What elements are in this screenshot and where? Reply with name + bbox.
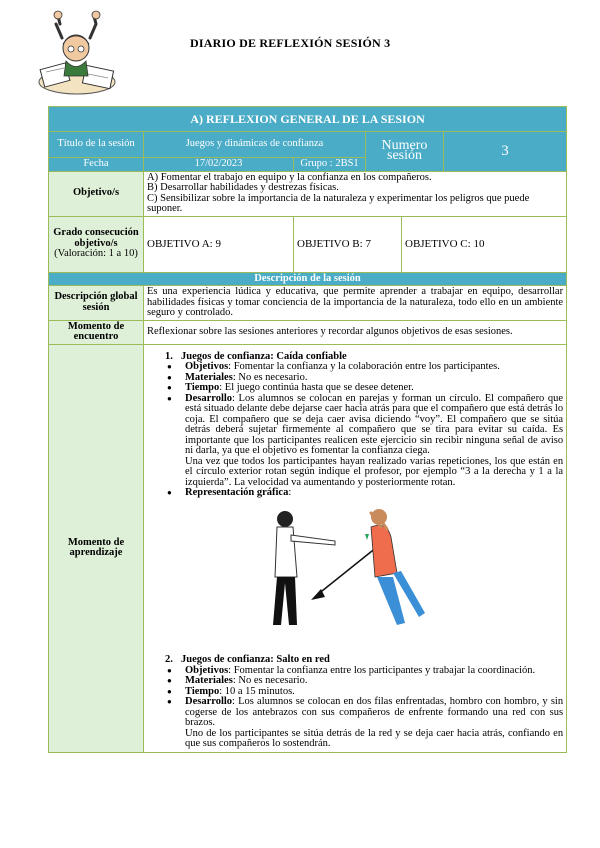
aprendizaje-label: Momento de aprendizaje bbox=[49, 344, 144, 752]
activity-1-objetivos: ● Objetivos: Fomentar la confianza y la colaboración entre los participantes. bbox=[167, 362, 563, 373]
encuentro-text: Reflexionar sobre las sesiones anteriores y recordar algunos objetivos de esas sesiones. bbox=[144, 320, 567, 344]
reading-cartoon-logo bbox=[36, 6, 118, 98]
activity-1-desarrollo: ● Desarrollo: Los alumnos se colocan en parejas y forman un círculo. El compañero que está situado delante debe dejarse caer hacia atrás para que el compañero que está detrás lo coja. El compañero que se deja caer avisa diciendo “voy”. El compañero que se sitúa detrás deberá sujetar firmemente al compañero que se tira para evitar su caída. Es importante que los participantes realicen este ejercicio sin recibir ninguna señal de aviso ni darla, ya que el objetivo es fomentar la confianza ciega. bbox=[167, 394, 563, 457]
fecha-label: Fecha bbox=[49, 158, 144, 172]
page-title: DIARIO DE REFLEXIÓN SESIÓN 3 bbox=[190, 36, 391, 50]
numero-sesion-label: Numero sesión bbox=[366, 132, 444, 172]
activity-1-extra: Una vez que todos los participantes hayan realizado varias repeticiones, los que están en el círculo exterior rotan según indique el profesor, por ejemplo “3 a la derecha y 1 a la izquierda”. La velocidad va aumentando y posteriormente rotan. bbox=[185, 455, 564, 488]
activity-2: 2. Juegos de confianza: Salto en red ● Objetivos: Fomentar la confianza entre los participantes y trabajar la coordinación. ● Materiales: No es necesario. ● Tiempo: 10 a 15 minutos. ● Desarrollo: Los alumnos se colocan en dos filas enfrentadas, hombro con hombro, y sin cogerse de los antebrazos con sus compañeros de enfrente formando una red con sus brazos. Uno de los participantes se sitúa detrás de la red y se deja caer hacia atrás, confiando en que sus compañeros lo sostendrán. bbox=[147, 655, 563, 750]
reflection-table bbox=[48, 106, 567, 753]
objetivo-c: C) Sensibilizar sobre la importancia de la naturaleza y experimentar los peligros que puede suponer. bbox=[147, 192, 530, 214]
grado-label bbox=[49, 216, 144, 272]
activity-1-title: Juegos de confianza: Caída confiable bbox=[181, 350, 347, 362]
activity-2-objetivos: ● Objetivos: Fomentar la confianza entre los participantes y trabajar la coordinación. bbox=[167, 666, 563, 677]
objetivo-b: B) Desarrollar habilidades y destrezas físicas. bbox=[147, 182, 339, 193]
activity-1-tiempo: ● Tiempo: El juego continúa hasta que se desee detener. bbox=[167, 383, 563, 394]
activity-1: 1. Juegos de confianza: Caída confiable ● Objetivos: Fomentar la confianza y la colaboración entre los participantes. ● Materiales: No es necesario. ● Tiempo: El juego continúa hasta que se desee detener. ● Desarrollo: Los alumnos se colocan en parejas y forman un círculo. El compañero que está situado delante debe dejarse caer hacia atrás para que el compañero que está detrás lo coja. El compañero que se deja caer avisa diciendo “voy”. El compañero que se sitúa detrás deberá sujetar firmemente al compañero que se tira para evitar su caída. Es importante que los participantes realicen este ejercicio sin recibir ninguna señal de aviso ni darla, ya que el objetivo es fomentar la confianza ciega. Una vez que todos los participantes hayan realizado varias repeticiones, los que están en el círculo exterior rotan según indique el profesor, por ejemplo “3 a la derecha y 1 a la izquierda”. La velocidad va aumentando y posteriormente rotan. ● Representación gráfica: bbox=[147, 352, 563, 636]
titulo-value: Juegos y dinámicas de confianza bbox=[144, 132, 366, 158]
objetivos-label: Objetivo/s bbox=[49, 171, 144, 216]
descripcion-global-label: Descripción global sesión bbox=[49, 286, 144, 321]
activity-2-materiales: ● Materiales: No es necesario. bbox=[167, 676, 563, 687]
numero-sesion-value: 3 bbox=[444, 132, 567, 172]
objetivo-b-score: OBJETIVO B: 7 bbox=[294, 216, 402, 272]
activity-2-tiempo: ● Tiempo: 10 a 15 minutos. bbox=[167, 687, 563, 698]
section-a-header: A) REFLEXION GENERAL DE LA SESION bbox=[49, 107, 567, 132]
activity-2-extra: Uno de los participantes se sitúa detrás de la red y se deja caer hacia atrás, confiando en que sus compañeros lo sostendrán. bbox=[185, 727, 564, 749]
activity-1-representacion: ● Representación gráfica: bbox=[167, 488, 563, 499]
activity-2-desarrollo: ● Desarrollo: Los alumnos se colocan en dos filas enfrentadas, hombro con hombro, y sin cogerse de los antebrazos con sus compañeros de enfrente formando una red con sus brazos. bbox=[167, 697, 563, 729]
descripcion-global-text: Es una experiencia lúdica y educativa, que permite aprender a trabajar en equipo, desarrollar habilidades físicas y tomar conciencia de la importancia de la naturaleza, todo ello en un ambiente seguro y controlado. bbox=[144, 286, 567, 321]
descripcion-sesion-header: Descripción de la sesión bbox=[49, 272, 567, 286]
titulo-label: Título de la sesión bbox=[49, 132, 144, 158]
grado-label-bold: Grado consecución objetivo/s bbox=[53, 227, 139, 249]
encuentro-label: Momento de encuentro bbox=[49, 320, 144, 344]
objetivos-list bbox=[144, 171, 567, 216]
objetivo-a-score: OBJETIVO A: 9 bbox=[144, 216, 294, 272]
grupo-value: Grupo : 2BS1 bbox=[294, 158, 366, 172]
aprendizaje-content bbox=[144, 344, 567, 752]
activity-1-materiales: ● Materiales: No es necesario. bbox=[167, 373, 563, 384]
objetivo-c-score: OBJETIVO C: 10 bbox=[402, 216, 567, 272]
fecha-value: 17/02/2023 bbox=[144, 158, 294, 172]
activity-2-title: Juegos de confianza: Salto en red bbox=[181, 654, 330, 665]
grado-label-normal: (Valoración: 1 a 10) bbox=[54, 248, 138, 260]
trust-fall-illustration bbox=[247, 507, 447, 632]
objetivo-a: A) Fomentar el trabajo en equipo y la confianza en los compañeros. bbox=[147, 171, 432, 183]
